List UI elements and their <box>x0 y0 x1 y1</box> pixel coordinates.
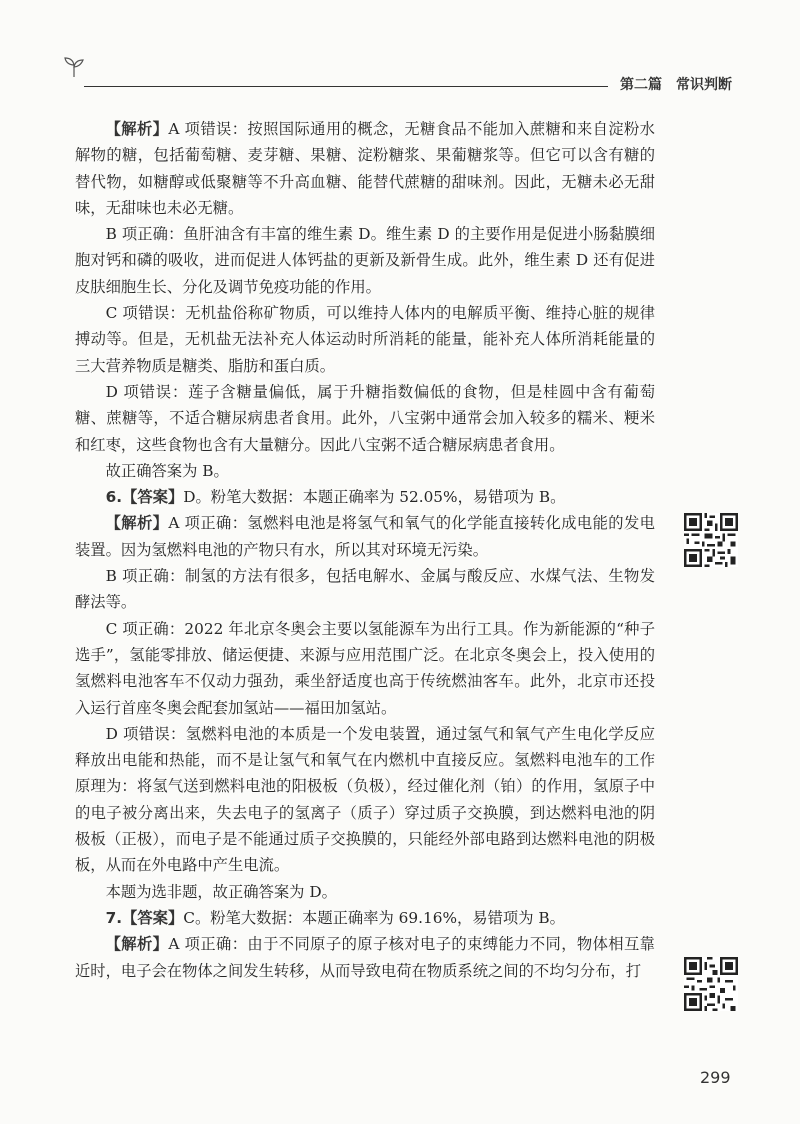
paragraph <box>75 510 655 563</box>
paragraph-text: A 项错误：按照国际通用的概念，无糖食品不能加入蔗糖和来自淀粉水解物的糖，包括葡萄糖、麦芽糖、果糖、淀粉糖浆、果葡糖浆等。但它可以含有糖的替代物，如糖醇或低聚糖等不升高血糖、能替代蔗糖的甜味剂。因此，无糖未必无甜味，无甜味也未必无糖。 <box>75 120 655 217</box>
paragraph <box>75 563 655 616</box>
paragraph-text: C 项错误：无机盐俗称矿物质，可以维持人体内的电解质平衡、维持心脏的规律搏动等。但是，无机盐无法补充人体运动时所消耗的能量，能补充人体所消耗能量的三大营养物质是糖类、脂肪和蛋白质。 <box>75 304 655 375</box>
qr-code-icon[interactable] <box>684 957 738 1011</box>
paragraph-text: B 项正确：制氢的方法有很多，包括电解水、金属与酸反应、水煤气法、生物发酵法等。 <box>75 567 655 612</box>
header-rule <box>84 86 608 87</box>
label-tag: 【解析】 <box>105 120 169 138</box>
label-tag: 【解析】 <box>105 514 169 533</box>
paragraph-text: C。粉笔大数据：本题正确率为 69.16%，易错项为 B。 <box>183 908 565 927</box>
paragraph-text: B 项正确：鱼肝油含有丰富的维生素 D。维生素 D 的主要作用是促进小肠黏膜细胞对钙和磷的吸收，进而促进人体钙盐的更新及新骨生成。此外，维生素 D 还有促进皮肤细胞生长、分化及调节免疫功能的作用。 <box>75 225 655 296</box>
qr-code-icon[interactable] <box>684 513 738 567</box>
paragraph <box>75 458 655 484</box>
paragraph <box>75 931 655 984</box>
answer-tag: 7.【答案】 <box>105 908 184 927</box>
answer-line <box>75 484 655 510</box>
leaf-sprout-icon <box>62 56 86 78</box>
label-tag: 【解析】 <box>105 935 169 954</box>
paragraph-text: 故正确答案为 B。 <box>105 461 229 480</box>
paragraph-text: A 项正确：由于不同原子的原子核对电子的束缚能力不同，物体相互靠近时，电子会在物体之间发生转移，从而导致电荷在物质系统之间的不均匀分布，打 <box>75 935 655 980</box>
paragraph-text: A 项正确：氢燃料电池是将氢气和氧气的化学能直接转化成电能的发电装置。因为氢燃料电池的产物只有水，所以其对环境无污染。 <box>75 514 655 559</box>
paragraph <box>75 221 655 300</box>
paragraph <box>75 879 655 905</box>
paragraph <box>75 300 655 379</box>
paragraph-text: D。粉笔大数据：本题正确率为 52.05%，易错项为 B。 <box>183 488 566 507</box>
answer-tag: 6.【答案】 <box>105 488 184 507</box>
paragraph <box>75 616 655 721</box>
paragraph <box>75 379 655 458</box>
answer-line <box>75 905 655 931</box>
paragraph <box>75 116 655 221</box>
paragraph <box>75 721 655 879</box>
paragraph-text: C 项正确：2022 年北京冬奥会主要以氢能源车为出行工具。作为新能源的“种子选手”，氢能零排放、储运便捷、来源与应用范围广泛。在北京冬奥会上，投入使用的氢燃料电池客车不仅动力强劲，乘坐舒适度也高于传统燃油客车。此外，北京市还投入运行首座冬奥会配套加氢站——福田加氢站。 <box>75 619 655 717</box>
paragraph-text: D 项错误：氢燃料电池的本质是一个发电装置，通过氢气和氧气产生电化学反应释放出电能和热能，而不是让氢气和氧气在内燃机中直接反应。氢燃料电池车的工作原理为：将氢气送到燃料电池的阳极板（负极），经过催化剂（铂）的作用，氢原子中的电子被分离出来，失去电子的氢离子（质子）穿过质子交换膜，到达燃料电池的阴极板（正极），而电子是不能通过质子交换膜的，只能经外部电路到达燃料电池的阴极板，从而在外电路中产生电流。 <box>75 724 655 875</box>
page-number: 299 <box>700 1068 731 1087</box>
paragraph-text: D 项错误：莲子含糖量偏低，属于升糖指数偏低的食物，但是桂圆中含有葡萄糖、蔗糖等，不适合糖尿病患者食用。此外，八宝粥中通常会加入较多的糯米、粳米和红枣，这些食物也含有大量糖分。因此八宝粥不适合糖尿病患者食用。 <box>75 382 655 454</box>
main-content <box>75 116 655 984</box>
section-title: 第二篇 常识判断 <box>620 77 732 93</box>
paragraph-text: 本题为选非题，故正确答案为 D。 <box>105 882 337 901</box>
